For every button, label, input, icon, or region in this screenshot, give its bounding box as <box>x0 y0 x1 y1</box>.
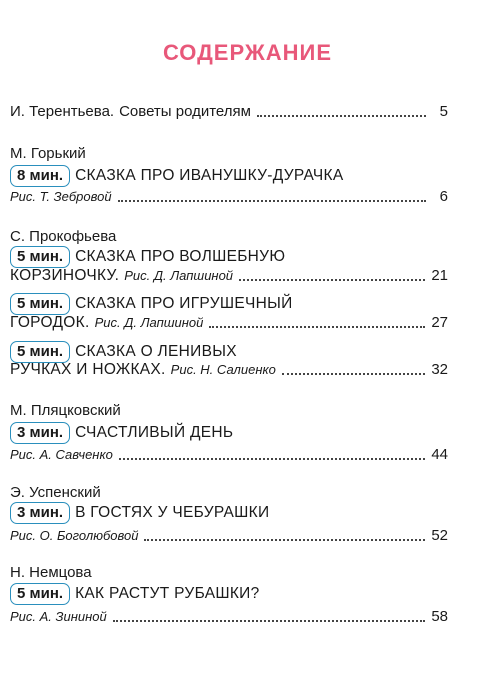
illustrator: Рис. А. Зининой <box>10 609 107 624</box>
illustrator: Рис. Н. Салиенко <box>170 362 276 377</box>
entry-title: СКАЗКА О ЛЕНИВЫХ <box>75 343 237 360</box>
toc-entry[interactable] <box>10 502 448 524</box>
entry-title: СЧАСТЛИВЫЙ ДЕНЬ <box>75 424 234 441</box>
illustrator: Рис. Д. Лапшиной <box>124 268 234 283</box>
toc-entry-continuation <box>10 361 448 379</box>
time-badge: 8 мин. <box>10 165 70 187</box>
leader-dots <box>239 279 425 281</box>
toc-entry[interactable] <box>10 103 448 120</box>
author-line <box>10 484 448 501</box>
author-line <box>10 145 448 162</box>
toc-entry[interactable] <box>10 165 448 187</box>
time-badge: 5 мин. <box>10 341 70 363</box>
illustrator: Рис. Д. Лапшиной <box>94 315 204 330</box>
leader-dots <box>119 458 425 460</box>
author: М. Пляцковский <box>10 402 121 419</box>
leader-dots <box>209 326 425 328</box>
author: С. Прокофьева <box>10 228 117 245</box>
time-badge: 5 мин. <box>10 583 70 605</box>
toc-entry-continuation <box>10 267 448 285</box>
page-number: 52 <box>431 527 448 544</box>
page-number: 5 <box>439 103 448 120</box>
time-badge: 5 мин. <box>10 246 70 268</box>
page-number: 27 <box>431 314 448 331</box>
entry-title-cont: ГОРОДОК. <box>10 314 90 331</box>
author: М. Горький <box>10 145 86 162</box>
toc-entry[interactable] <box>10 583 448 605</box>
illustrator-line <box>10 608 448 625</box>
entry-title: СКАЗКА ПРО ИВАНУШКУ-ДУРАЧКА <box>75 167 344 184</box>
time-badge: 3 мин. <box>10 502 70 524</box>
toc-entry[interactable] <box>10 422 448 444</box>
toc-entry[interactable] <box>10 341 448 363</box>
illustrator-line <box>10 188 448 205</box>
author: Э. Успенский <box>10 484 101 501</box>
leader-dots <box>257 115 426 117</box>
page-number: 6 <box>439 188 448 205</box>
author-line <box>10 402 448 419</box>
page-number: 21 <box>431 267 448 284</box>
page-number: 32 <box>431 361 448 378</box>
entry-title: СКАЗКА ПРО ИГРУШЕЧНЫЙ <box>75 295 293 312</box>
entry-title: КАК РАСТУТ РУБАШКИ? <box>75 585 260 602</box>
time-badge: 5 мин. <box>10 293 70 315</box>
illustrator: Рис. А. Савченко <box>10 447 113 462</box>
leader-dots <box>144 539 425 541</box>
illustrator-line <box>10 527 448 544</box>
page-number: 58 <box>431 608 448 625</box>
page-number: 44 <box>431 446 448 463</box>
leader-dots <box>118 200 426 202</box>
time-badge: 3 мин. <box>10 422 70 444</box>
author: Н. Немцова <box>10 564 92 581</box>
toc-entry-continuation <box>10 314 448 332</box>
toc-entry[interactable] <box>10 293 448 315</box>
entry-title-cont: РУЧКАХ И НОЖКАХ. <box>10 361 166 378</box>
author-line <box>10 564 448 581</box>
entry-title: СКАЗКА ПРО ВОЛШЕБНУЮ <box>75 248 286 265</box>
page-title: СОДЕРЖАНИЕ <box>162 40 333 65</box>
illustrator: Рис. О. Боголюбовой <box>10 528 139 543</box>
entry-title-cont: КОРЗИНОЧКУ. <box>10 267 120 284</box>
entry-title: Советы родителям <box>119 103 251 120</box>
author: И. Терентьева. <box>10 103 115 120</box>
entry-title: В ГОСТЯХ У ЧЕБУРАШКИ <box>75 504 270 521</box>
toc-entry[interactable] <box>10 246 448 268</box>
illustrator-line <box>10 446 448 463</box>
leader-dots <box>113 620 426 622</box>
leader-dots <box>282 373 425 375</box>
author-line <box>10 228 448 245</box>
illustrator: Рис. Т. Зебровой <box>10 189 112 204</box>
